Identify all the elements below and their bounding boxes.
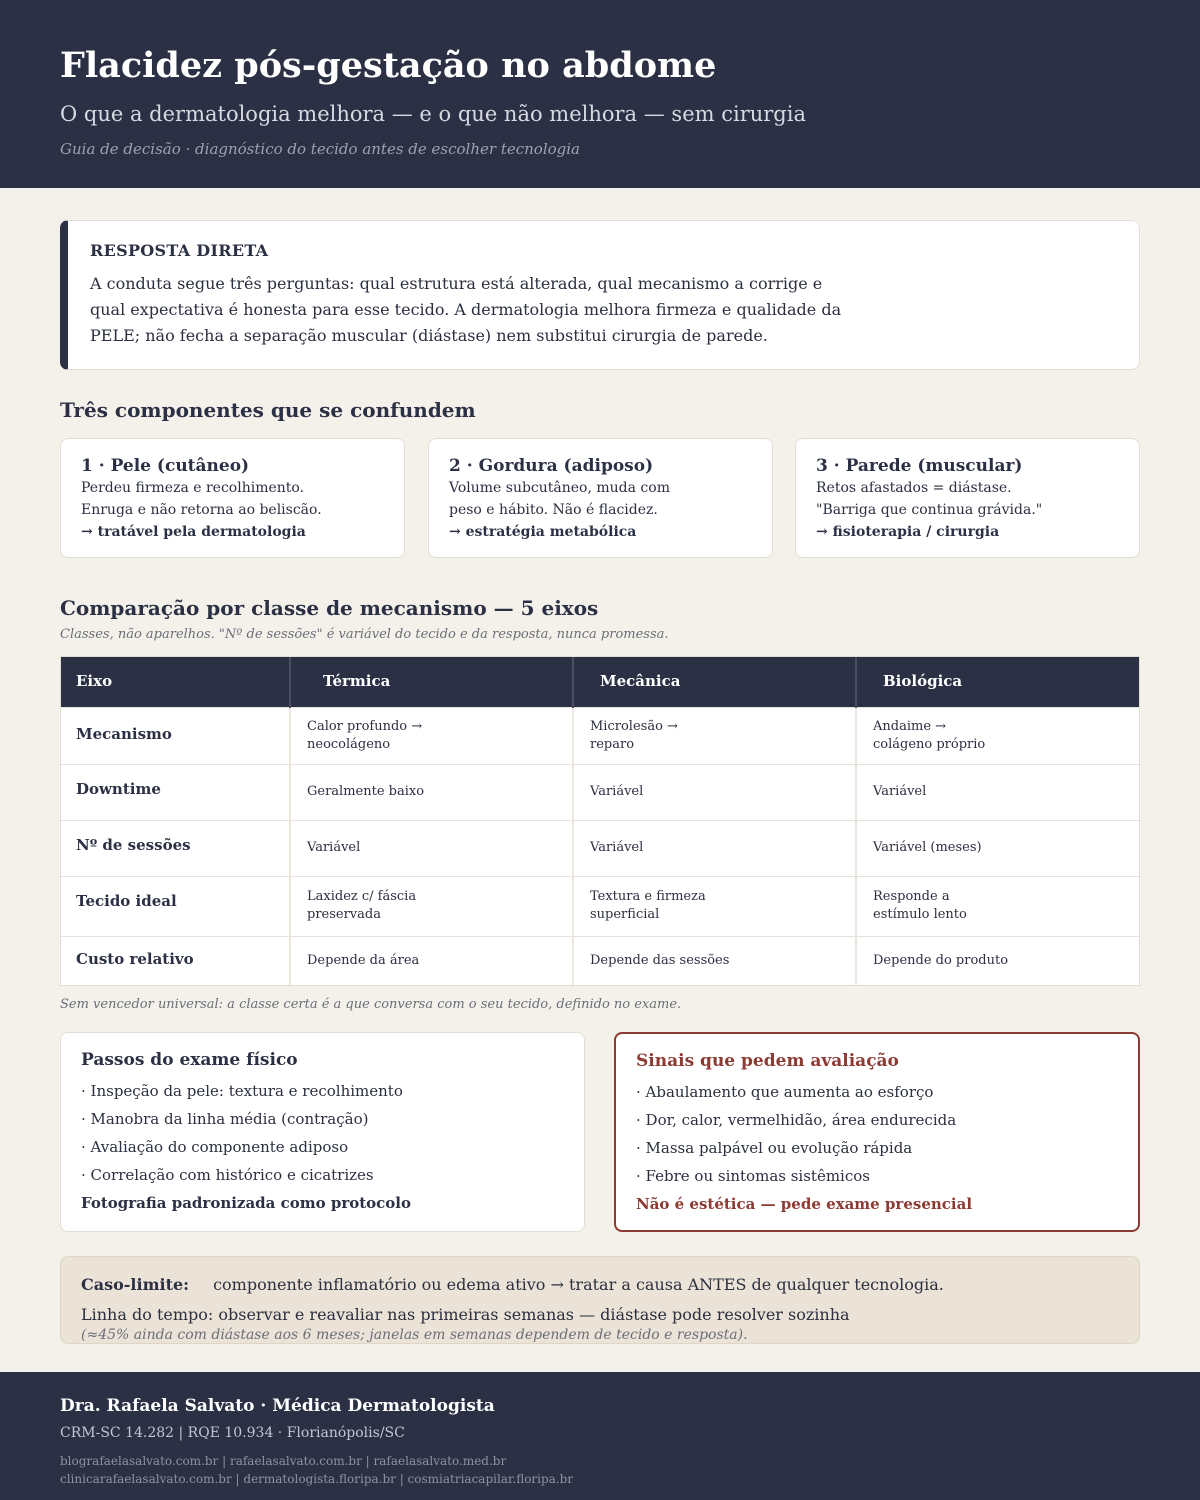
exam-steps-title: Passos do exame físico [81, 1050, 298, 1070]
table-axis-cell: Nº de sessões [60, 820, 290, 876]
table-cell [856, 876, 1140, 936]
table-header-cell: Biológica [856, 656, 1140, 707]
page-subtitle: O que a dermatologia melhora — e o que não melhora — sem cirurgia [60, 102, 806, 126]
table-cell-line: Microlesão → [590, 718, 678, 734]
exam-step-item: · Manobra da linha média (contração) [81, 1110, 369, 1128]
page-tagline: Guia de decisão · diagnóstico do tecido antes de escolher tecnologia [60, 140, 580, 158]
page-title: Flacidez pós-gestação no abdome [60, 45, 717, 86]
author-name: Dra. Rafaela Salvato · Médica Dermatologista [60, 1396, 495, 1416]
direct-answer-label: RESPOSTA DIRETA [90, 241, 269, 260]
table-row [60, 707, 1140, 764]
warning-sign-item: · Abaulamento que aumenta ao esforço [636, 1083, 934, 1101]
table-axis-cell: Custo relativo [60, 936, 290, 985]
limit-case-label: Caso-limite: [81, 1275, 190, 1294]
component-card-wall [795, 438, 1140, 558]
table-cell: Variável [573, 764, 856, 820]
exam-step-item: · Avaliação do componente adiposo [81, 1138, 349, 1156]
table-cell-line: estímulo lento [873, 907, 967, 922]
comparison-table [60, 656, 1140, 985]
comparison-section-note: Classes, não aparelhos. "Nº de sessões" é variável do tecido e da resposta, nunca promessa. [60, 627, 669, 642]
warning-sign-item: · Febre ou sintomas sistêmicos [636, 1167, 870, 1185]
limit-case-row [81, 1273, 1119, 1297]
table-cell-line: Laxidez c/ fáscia [307, 889, 417, 904]
table-row [60, 936, 1140, 985]
author-registration: CRM-SC 14.282 | RQE 10.934 · Florianópolis/SC [60, 1425, 405, 1441]
component-card-line: Enruga e não retorna ao beliscão. [81, 502, 322, 518]
table-cell [573, 876, 856, 936]
component-card-outcome: → fisioterapia / cirurgia [816, 524, 1000, 540]
table-cell [573, 707, 856, 764]
table-cell: Depende da área [290, 936, 573, 985]
table-row [60, 876, 1140, 936]
component-card-line: Perdeu firmeza e recolhimento. [81, 480, 305, 496]
table-header-cell: Térmica [290, 656, 573, 707]
author-links [60, 1452, 1140, 1488]
table-cell-line: colágeno próprio [873, 736, 986, 752]
author-links-line: clinicarafaelasalvato.com.br | dermatologista.floripa.br | cosmiatriacapilar.floripa.br [60, 1472, 574, 1486]
footer-banner [0, 1372, 1200, 1500]
table-cell [290, 876, 573, 936]
component-card-line: "Barriga que continua grávida." [816, 502, 1043, 518]
warning-sign-item: · Massa palpável ou evolução rápida [636, 1139, 913, 1157]
limit-case-note: (≈45% ainda com diástase aos 6 meses; janelas em semanas dependem de tecido e resposta). [81, 1327, 748, 1343]
table-cell-line: neocolágeno [307, 736, 391, 752]
table-header-cell: Mecânica [573, 656, 856, 707]
table-cell: Depende do produto [856, 936, 1140, 985]
author-links-line: blografaelasalvato.com.br | rafaelasalvato.com.br | rafaelasalvato.med.br [60, 1454, 507, 1468]
table-cell-line: superficial [590, 907, 660, 922]
header-banner [0, 0, 1200, 188]
comparison-footnote: Sem vencedor universal: a classe certa é a que conversa com o seu tecido, definido no exame. [60, 997, 682, 1012]
comparison-section-title: Comparação por classe de mecanismo — 5 eixos [60, 596, 599, 620]
table-cell: Geralmente baixo [290, 764, 573, 820]
table-axis-cell: Mecanismo [60, 707, 290, 764]
direct-answer-text: A conduta segue três perguntas: qual estrutura está alterada, qual mecanismo a corrige e qual expectativa é honesta para esse tecido. A dermatologia melhora firmeza e qualidade da PELE; não fecha a separação muscular (diástase) nem substitui cirurgia de parede. [90, 274, 842, 345]
table-cell-line: Responde a [873, 889, 950, 904]
table-cell-line: Andaime → [873, 718, 947, 734]
exam-step-item: · Inspeção da pele: textura e recolhimento [81, 1082, 403, 1100]
table-cell: Variável [573, 820, 856, 876]
table-header-row [60, 656, 1140, 707]
table-row [60, 820, 1140, 876]
warning-signs-title: Sinais que pedem avaliação [636, 1051, 899, 1071]
warning-signs-box [614, 1032, 1140, 1232]
table-axis-cell: Tecido ideal [60, 876, 290, 936]
component-card-outcome: → tratável pela dermatologia [81, 524, 306, 540]
table-cell-line: preservada [307, 907, 381, 922]
component-card-line: Retos afastados = diástase. [816, 480, 1012, 496]
component-card-line: Volume subcutâneo, muda com [449, 480, 670, 496]
exam-step-item: · Correlação com histórico e cicatrizes [81, 1166, 374, 1184]
limit-case-text: componente inflamatório ou edema ativo → tratar a causa ANTES de qualquer tecnologia. [213, 1275, 944, 1294]
table-header-cell: Eixo [60, 656, 290, 707]
table-cell-line: Calor profundo → [307, 718, 423, 734]
component-card-line: peso e hábito. Não é flacidez. [449, 502, 658, 518]
table-cell: Variável (meses) [856, 820, 1140, 876]
table-cell: Variável [856, 764, 1140, 820]
table-cell-line: reparo [590, 736, 635, 752]
component-card-fat [428, 438, 773, 558]
table-cell-line: Textura e firmeza [590, 889, 706, 904]
table-cell: Depende das sessões [573, 936, 856, 985]
component-card-title: 1 · Pele (cutâneo) [81, 456, 250, 476]
table-axis-cell: Downtime [60, 764, 290, 820]
table-cell [290, 707, 573, 764]
warning-sign-item: · Dor, calor, vermelhidão, área endurecida [636, 1111, 957, 1129]
limit-case-box [60, 1256, 1140, 1344]
direct-answer-box [60, 220, 1140, 370]
component-card-skin [60, 438, 405, 558]
component-card-outcome: → estratégia metabólica [449, 524, 637, 540]
exam-steps-footer: Fotografia padronizada como protocolo [81, 1194, 412, 1212]
table-row [60, 764, 1140, 820]
table-cell [856, 707, 1140, 764]
component-card-title: 3 · Parede (muscular) [816, 456, 1023, 476]
limit-case-timeline: Linha do tempo: observar e reavaliar nas primeiras semanas — diástase pode resolver sozinha [81, 1305, 850, 1324]
table-cell: Variável [290, 820, 573, 876]
components-section-title: Três componentes que se confundem [60, 398, 476, 422]
exam-steps-box [60, 1032, 585, 1232]
component-card-title: 2 · Gordura (adiposo) [449, 456, 654, 476]
warning-signs-footer: Não é estética — pede exame presencial [636, 1195, 973, 1213]
